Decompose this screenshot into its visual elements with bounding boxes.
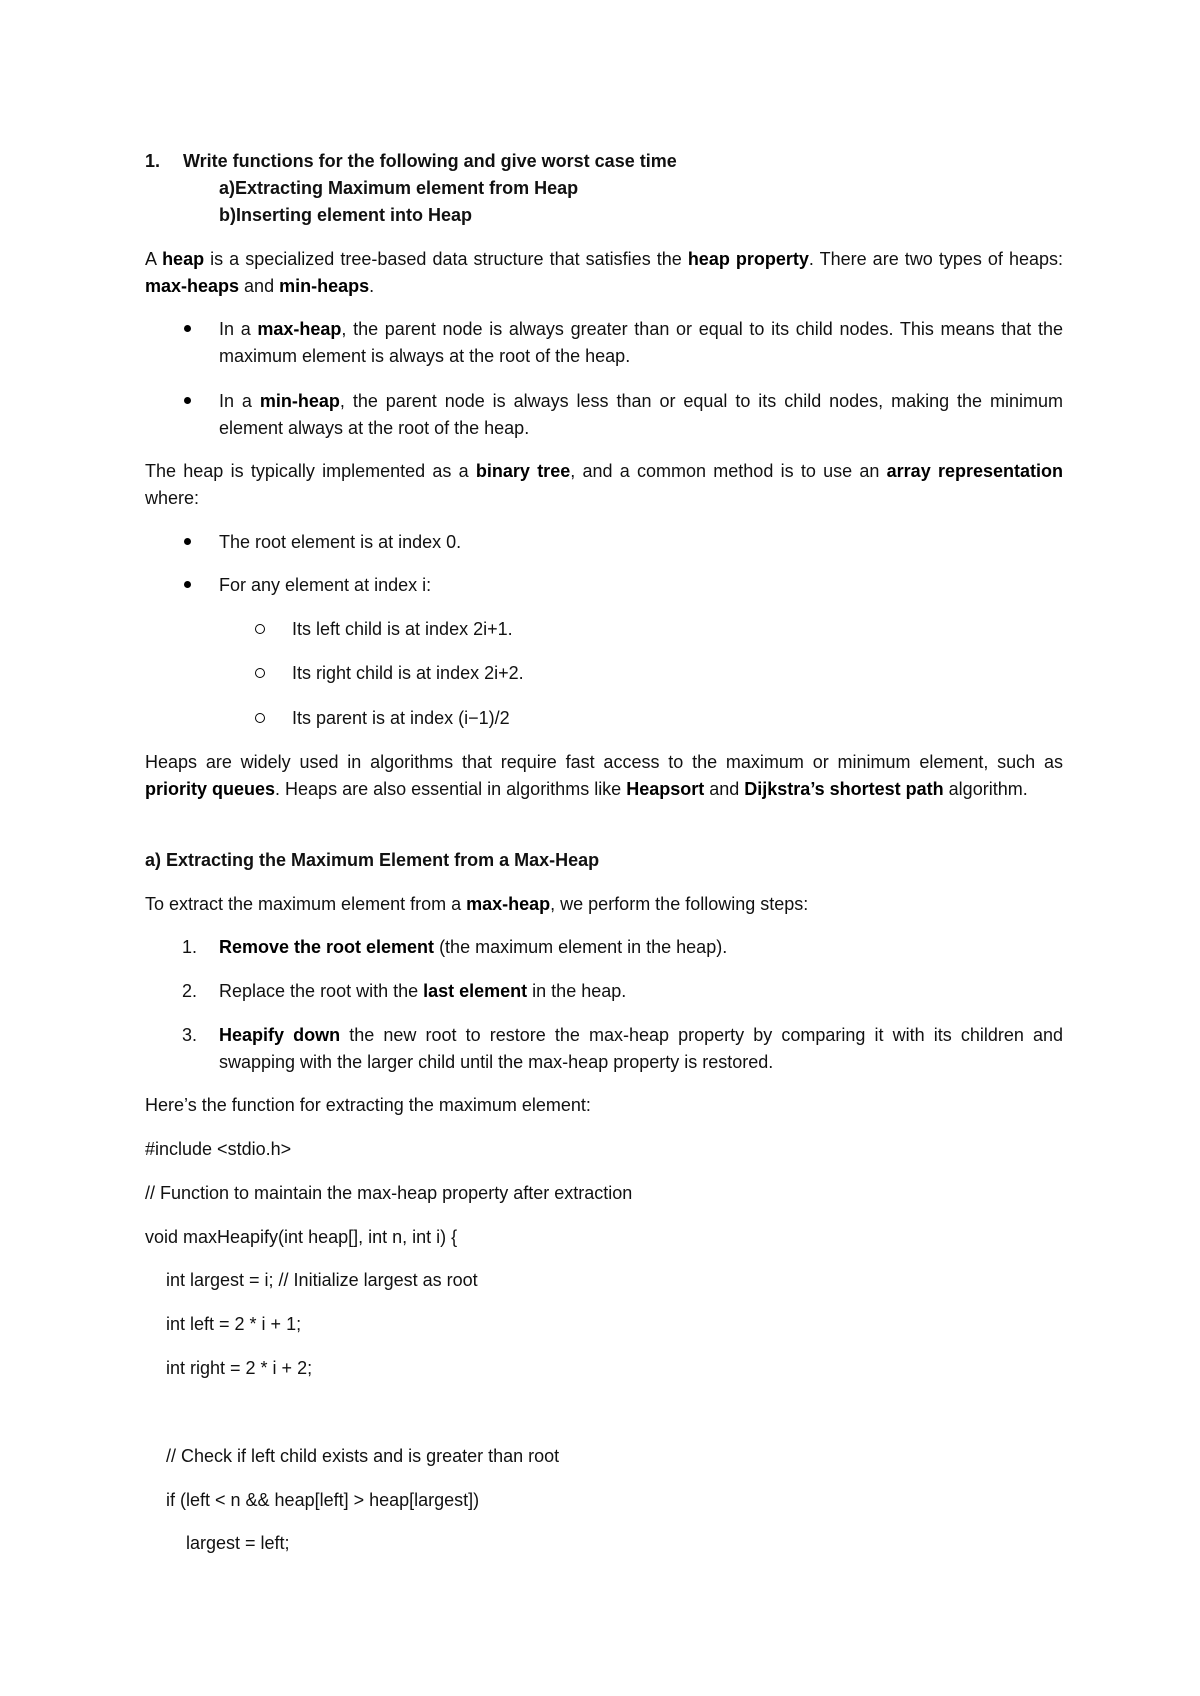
- bullet-icon: [184, 397, 191, 404]
- step-item: Remove the root element (the maximum element in the heap).: [219, 937, 728, 957]
- circle-bullet-icon: [255, 668, 265, 678]
- code-line: largest = left;: [186, 1533, 290, 1553]
- sub-list-item-left-child: Its left child is at index 2i+1.: [292, 619, 513, 639]
- uses-paragraph: Heaps are widely used in algorithms that require fast access to the maximum or minimum element, such as priority queues. Heaps are also essential in algorithms like Heapsort and Dijkstra’s shortest path algorithm.: [145, 752, 1063, 799]
- sub-list-item-right-child: Its right child is at index 2i+2.: [292, 663, 524, 683]
- bullet-icon: [184, 325, 191, 332]
- question-part-b: b)Inserting element into Heap: [219, 205, 473, 225]
- implementation-paragraph: The heap is typically implemented as a binary tree, and a common method is to use an array representation where:: [145, 461, 1063, 508]
- code-line: int right = 2 * i + 2;: [166, 1358, 313, 1378]
- code-line: void maxHeapify(int heap[], int n, int i) {: [145, 1227, 458, 1247]
- bullet-icon: [184, 538, 191, 545]
- code-line: if (left < n && heap[left] > heap[largest]): [166, 1490, 480, 1510]
- step-number: 1.: [182, 937, 198, 957]
- function-intro: Here’s the function for extracting the maximum element:: [145, 1095, 591, 1115]
- code-line: int left = 2 * i + 1;: [166, 1314, 302, 1334]
- step-item: Replace the root with the last element in the heap.: [219, 981, 627, 1001]
- list-item-max-heap: In a max-heap, the parent node is always greater than or equal to its child nodes. This means that the maximum element is always at the root of the heap.: [219, 319, 1063, 366]
- list-item-root-index: The root element is at index 0.: [219, 532, 462, 552]
- code-line: // Check if left child exists and is greater than root: [166, 1446, 560, 1466]
- circle-bullet-icon: [255, 713, 265, 723]
- bullet-icon: [184, 581, 191, 588]
- code-line: // Function to maintain the max-heap property after extraction: [145, 1183, 633, 1203]
- list-item-min-heap: In a min-heap, the parent node is always less than or equal to its child nodes, making the minimum element always at the root of the heap.: [219, 391, 1063, 438]
- intro-paragraph: A heap is a specialized tree-based data structure that satisfies the heap property. There are two types of heaps: max-heaps and min-heaps.: [145, 249, 1063, 296]
- sub-list-item-parent: Its parent is at index (i−1)/2: [292, 708, 510, 728]
- step-number: 2.: [182, 981, 198, 1001]
- step-item: Heapify down the new root to restore the max-heap property by comparing it with its children and swapping with the larger child until the max-heap property is restored.: [219, 1025, 1063, 1072]
- step-number: 3.: [182, 1025, 198, 1045]
- section-lead: To extract the maximum element from a max-heap, we perform the following steps:: [145, 894, 809, 914]
- question-number: 1.: [145, 151, 161, 171]
- question-part-a: a)Extracting Maximum element from Heap: [219, 178, 579, 198]
- code-line: int largest = i; // Initialize largest as root: [166, 1270, 478, 1290]
- code-line: #include <stdio.h>: [145, 1139, 292, 1159]
- question-title: Write functions for the following and give worst case time: [183, 151, 677, 171]
- circle-bullet-icon: [255, 624, 265, 634]
- section-heading: a) Extracting the Maximum Element from a Max-Heap: [145, 850, 600, 870]
- list-item-any-index: For any element at index i:: [219, 575, 432, 595]
